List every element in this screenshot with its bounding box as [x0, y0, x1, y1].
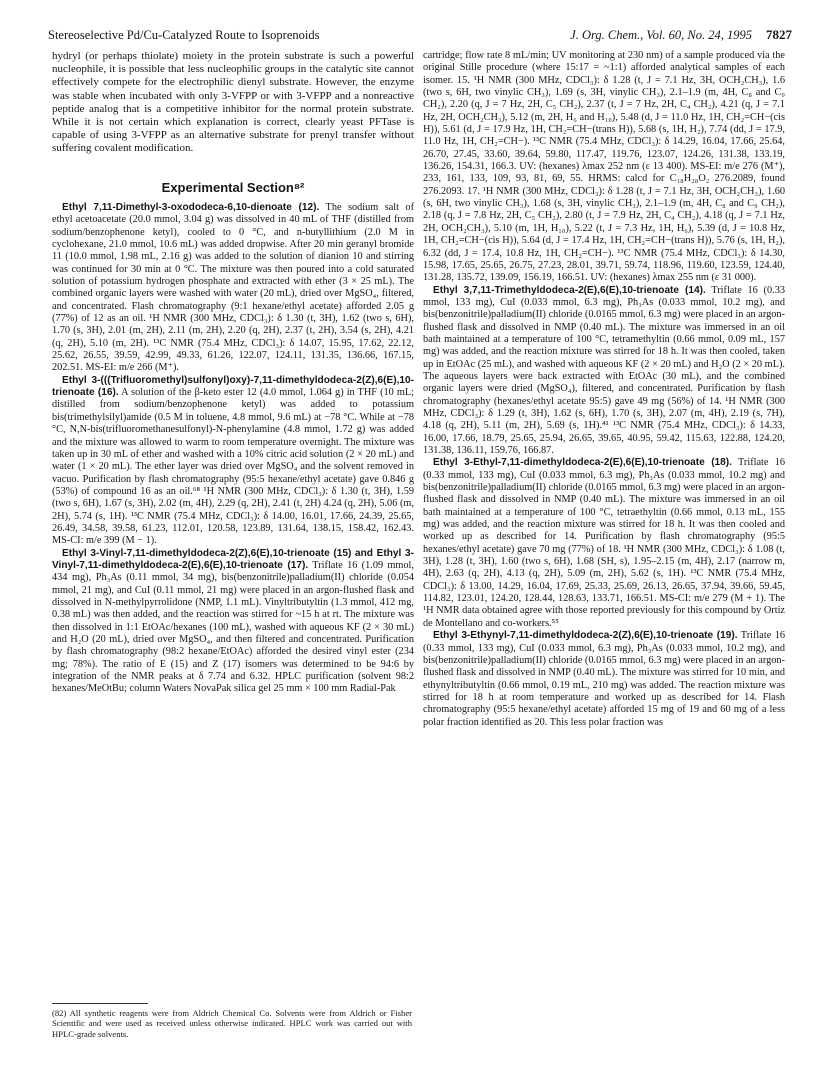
entry-body: A solution of the β-keto ester 12 (4.0 mmol, 1.064 g) in THF (10 mL; distilled from sodium/benzophenone ketyl) was added to potassium bis(trimethylsilyl)amide (0.5 M in toluene, 4.8 mmol, 9.6 mL) at −78 °C. While at −78 °C, N,N-bis(trifluoromethanesulfonyl)-N-phenylamine (4.8 mmol, 1.72 g) was added and the mixture was allowed to warm to room temperature overnight. The mixture was taken up in 30 mL of ether and washed with a 10% citric acid solution (2 × 20 mL) and water (1 × 20 mL). The ether layer was dried over MgSO₄ and the solvent removed in vacuo. Purification by flash chromatography (95:5 hexane/ethyl acetate) gave 0.846 g (53%) of compound 16 as an oil.⁶⁸ ¹H NMR (300 MHz, CDCl₃): δ 1.30 (t, 3H), 1.59 (two s, 6H), 1.67 (s, 3H), 2.02 (m, 4H), 2.29 (q, 2H), 2.41 (t, 2H) 4.24 (q, 2H), 5.06 (m, 2H), 5.74 (s, 1H). ¹³C NMR (75.4 MHz, CDCl₃): δ 14.00, 16.01, 17.66, 24.39, 25.65, 26.49, 34.58, 39.58, 61.23, 112.01, 120.58, 123.89, 131.64, 138.15, 158.42, 162.43. MS-CI: m/e 399 (M − 1). [52, 387, 415, 547]
continuation-paragraph: cartridge; flow rate 8 mL/min; UV monitoring at 230 nm) of a sample produced via the original Stille procedure (where 15:17 = ~1:1) afforded analytical samples of each isomer. 15. ¹H NMR (300 MHz, CDCl₃): δ 1.28 (t, J = 7.1 Hz, 3H, OCH₂CH₃), 1.6 (two s, 6H, two vinylic CH₃), 1.69 (s, 3H, vinylic CH₃), 2.1–1.9 (m, 4H, C₈ and C₉ CH₂), 2.20 (q, J = 7 Hz, 2H, C₅ CH₂), 2.37 (t, J = 7 Hz, 2H, C₄ CH₂), 4.21 (q, J = 7.1 Hz, 2H, OCH₂CH₃), 5.12 (m, 2H, H₆ and H₁₀), 5.48 (d, J = 11.0 Hz, 1H, CH₂=CH−(cis H)), 5.61 (d, J = 17.9 Hz, 1H, CH₂=CH−(trans H)), 5.68 (s, 1H, H₂), 7.74 (dd, J = 17.9, 11.0 Hz, 1H, CH₂=CH−). ¹³C NMR (75.4 MHz, CDCl₃): δ 14.29, 16.04, 17.66, 25.64, 26.70, 27.45, 33.60, 39.64, 59.80, 117.47, 119.76, 123.07, 124.26, 131.38, 133.19, 136.26, 154.31, 166.3. UV: (hexanes) λmax 252 nm (ε 13 400). MS-EI: m/e 276 (M⁺), 233, 161, 133, 109, 93, 81, 69, 55. HRMS: calcd for C₁₈H₂₈O₂ 276.2089, found 276.2093. 17. ¹H NMR (300 MHz, CDCl₃): δ 1.28 (t, J = 7.1 Hz, 3H, OCH₂CH₃), 1.60 (s, 6H, two vinylic CH₃), 1.68 (s, 3H, vinylic CH₃), 2.1–1.9 (m, 4H, C₈ and C₉ CH₂), 2.18 (q, J = 7.8 Hz, 2H, C₅ CH₂), 2.80 (t, J = 7.9 Hz, 2H, C₄ CH₂), 4.18 (q, J = 7.1 Hz, 2H, OCH₂CH₃), 5.10 (m, 1H, H₁₀), 5.22 (t, J = 7.3 Hz, 1H, H₆), 5.39 (d, J = 10.8 Hz, 1H, CH₂=CH−(cis H)), 5.64 (d, J = 17.4 Hz, 1H, CH₂=CH−(trans H)), 5.76 (s, 1H, H₂), 6.32 (dd, J = 17.4, 10.8 Hz, 1H, CH₂=CH−). ¹³C NMR (75.4 MHz, CDCl₃): δ 14.30, 15.98, 17.65, 25.65, 26.75, 27.23, 28.01, 39.71, 59.74, 118.96, 119.60, 123.59, 124.40, 131.28, 135.72, 139.09, 156.19, 166.51. UV: (hexanes) λmax 255 nm (ε 31 000). [423, 50, 785, 284]
entry-body: The sodium salt of ethyl acetoacetate (20.0 mmol, 3.04 g) was dissolved in 40 mL of THF (distilled from sodium/benzophenone ketyl), cooled to 0 °C, and n-butyllithium (2.0 M in cyclohexane, 21.0 mmol, 10.6 mL) was added dropwise. After 20 min geranyl bromide 11 (10.0 mmol, 1.98 mL, 2.16 g) was added to the solution of dianion 10 and stirring was continued for 30 min at 0 °C. The mixture was then poured into a cold saturated solution of potassium hydrogen phosphate and extracted with ether (3 × 25 mL). The combined organic layers were washed with water (20 mL), dried over MgSO₄, filtered, and concentrated. Flash chromatography (9:1 hexane/ethyl acetate) afforded 2.05 g (77%) of 12 as an oil. ¹H NMR (300 MHz, CDCl₃): δ 1.30 (t, 3H), 1.62 (two s, 6H), 1.70 (s, 3H), 2.01 (m, 2H), 2.11 (m, 2H), 2.20 (q, 2H), 2.37 (t, 2H), 3.54 (s, 2H), 4.21 (q, 2H), 5.10 (m, 2H). ¹³C NMR (75.4 MHz, CDCl₃): δ 14.07, 15.95, 17.62, 22.12, 25.62, 26.55, 39.59, 42.99, 49.33, 61.26, 122.07, 124.11, 131.35, 136.66, 167.15, 202.51. MS-EI: m/e 266 (M⁺). [52, 201, 414, 374]
entry-title: Ethyl 7,11-Dimethyl-3-oxododeca-6,10-dienoate (12). [62, 201, 320, 213]
running-title: Stereoselective Pd/Cu-Catalyzed Route to Isoprenoids [48, 28, 320, 42]
journal-citation: J. Org. Chem., Vol. 60, No. 24, 1995 [570, 28, 752, 42]
footnote: (82) All synthetic reagents were from Aldrich Chemical Co. Solvents were from Aldrich or Fisher Scientific and were used as received unless otherwise indicated. HPLC work was carried out with HPLC-grade solvents. [52, 1008, 412, 1039]
page-number: 7827 [766, 27, 792, 42]
entry-14 [423, 285, 785, 458]
running-header [48, 26, 792, 46]
entry-15-17 [52, 548, 414, 696]
entry-title: Ethyl 3-Ethyl-7,11-dimethyldodeca-2(E),6(E),10-trienoate (18). [433, 457, 732, 469]
entry-title: Ethyl 3-Vinyl-7,11-dimethyldodeca-2(Z),6(E),10-trienoate (15) and Ethyl 3-Vinyl-7,11-dimethyldodeca-2(E),6(E),10-trienoate (17). [52, 547, 414, 571]
left-column [52, 50, 414, 696]
entry-body: Triflate 16 (1.09 mmol, 434 mg), Ph₃As (0.11 mmol, 34 mg), bis(benzonitrile)palladium(II) chloride (0.054 mmol, 21 mg), and CuI (0.11 mmol, 21 mg) were placed in an argon-flushed flask and dissolved in N-methylpyrrolidone (NMP, 1.1 mL). Vinyltributyltin (1.3 mmol, 412 mg, 0.38 mL) was then added, and the reaction was stirred for ~15 h at rt. The mixture was then dissolved in 1:1 EtOAc/hexanes (100 mL), washed with aqueous KF (2 × 30 mL) and H₂O (20 mL), dried over MgSO₄, and then filtered and concentrated. Purification by flash chromatography (98:2 hexane/EtOAc) afforded the desired vinyl ester (234 mg; 78%). The ratio of E (15) and Z (17) isomers was determined to be 94:6 by integration of the NMR peaks at δ 7.74 and 6.32. HPLC purification (solvent 98:2 hexanes/MeOtBu; column Waters NovaPak silica gel 25 mm × 100 mm Radial-Pak [52, 559, 414, 695]
entry-12 [52, 202, 414, 375]
entry-19 [423, 630, 785, 729]
intro-paragraph: hydryl (or perhaps thiolate) moiety in the protein substrate is such a powerful nucleophile, it is possible that less nucleophilic groups in the catalytic site cannot effectively compete for the electrophilic dienyl substrate. However, the enzyme was stable when incubated with only 3-VFPP or with 3-VFPP and a nonreactive peptide analog that is a competitive inhibitor for the normal protein substrate. While it is not certain which explanation is correct, clearly yeast PFTase is capable of using 3-VFPP as an alternative substrate for prenyl transfer without suffering covalent modification. [52, 50, 414, 155]
entry-title: Ethyl 3-(((Trifluoromethyl)sulfonyl)oxy)-7,11-dimethyldodeca-2(Z),6(E),10-trienoate (16). [52, 374, 414, 399]
entry-18 [423, 457, 785, 630]
right-column [423, 50, 785, 729]
section-heading: Experimental Section⁸² [161, 179, 305, 195]
entry-body: Triflate 16 (0.33 mmol, 133 mg), CuI (0.033 mmol, 6.3 mg), Ph₃As (0.033 mmol, 10.2 mg) and bis(benzonitrile)palladium(II) chloride (0.0165 mmol, 6.3 mg) were placed in an argon-flushed flask and dissolved in NMP (0.40 mL). The mixture was immersed in an oil bath maintained at a temperature of 100 °C, tetraethyltin (0.66 mmol, 0.13 mL, 155 mg) was added, and the reaction mixture was stirred for 18 h. It was then cooled and worked up as described for 14. Purification by flash chromatography (95:5 hexanes/ethyl acetate) gave 70 mg (77%) of 18. ¹H NMR (300 MHz, CDCl₃): δ 1.08 (t, 3H), 1.28 (t, 3H), 1.60 (two s, 6H), 1.68 (SH, s), 1.95–2.15 (m, 4H), 2.17 (narrow m, 4H), 2.63 (q, 2H), 4.13 (q, 2H), 5.09 (m, 2H), 5.62 (s, 1H). ¹³C NMR (75.4 MHz, CDCl₃): δ 13.00, 14.29, 16.04, 17.69, 25.33, 25.69, 26.13, 26.65, 37.94, 39.66, 59.45, 114.82, 123.01, 124.20, 128.44, 128.63, 133.71, 166.51. MS-CI: m/e 279 (M + 1). The ¹H NMR data obtained agree with those reported previously for this compound by Ortiz de Montellano and co-workers.⁵⁵ [423, 457, 786, 629]
entry-title: Ethyl 3-Ethynyl-7,11-dimethyldodeca-2(Z),6(E),10-trienoate (19). [433, 630, 738, 642]
entry-title: Ethyl 3,7,11-Trimethyldodeca-2(E),6(E),10-trienoate (14). [433, 284, 706, 296]
entry-body: Triflate 16 (0.33 mmol, 133 mg), CuI (0.033 mmol, 6.3 mg), Ph₃As (0.033 mmol, 10.2 mg), and bis(benzonitrile)palladium(II) chloride (0.0165 mmol, 6.3 mg) were placed in an argon-flushed flask and dissolved in NMP (0.40 mL). The mixture was immersed in an oil bath maintained at a temperature of 100 °C, tetramethyltin (0.66 mmol, 0.09 mL, 157 mg) was added, and the reaction mixture was stirred for 18 h. It was then cooled, taken up in EtOAc (25 mL), and washed with aqueous KF (2 × 20 mL) and H₂O (2 × 20 mL). The aqueous layers were back extracted with EtOAc (30 mL), and the combined organic layers were dried (MgSO₄), filtered, and concentrated. Purification by flash chromatography (hexanes/ethyl acetate 95:5) gave 49 mg (56%) of 14. ¹H NMR (300 MHz, CDCl₃): δ 1.29 (t, 3H), 1.62 (s, 6H), 1.70 (s, 3H), 2.07 (m, 4H), 2.19 (s, 7H), 4.18 (q, 2H), 5.11 (m, 2H), 5.69 (s, 1H).⁴¹ ¹³C NMR (75.4 MHz, CDCl₃): δ 14.33, 16.00, 17.66, 18.79, 25.65, 25.94, 26.65, 39.65, 40.95, 59.42, 115.63, 122.88, 124.20, 131.38, 136.11, 159.76, 166.87. [423, 284, 785, 456]
entry-16 [52, 375, 414, 548]
footnote-divider [52, 1003, 148, 1004]
entry-body: Triflate 16 (0.33 mmol, 133 mg), CuI (0.033 mmol, 6.3 mg), Ph₃As (0.033 mmol, 10.2 mg), and bis(benzonitrile)palladium(II) chloride (0.0165 mmol, 6.3 mg) were placed in an argon-flushed flask and dissolved in NMP (0.40 mL). The mixture was stirred for 10 min, and ethynyltributyltin (0.66 mmol, 0.19 mL, 210 mg) was added. The reaction mixture was stirred for 18 h at room temperature and worked up as described for 14. Flash chromatography (95:5 hexane/ethyl acetate) afforded 15 mg of 19 and 60 mg of a less polar fraction identified as 20. This less polar fraction was [423, 630, 785, 728]
